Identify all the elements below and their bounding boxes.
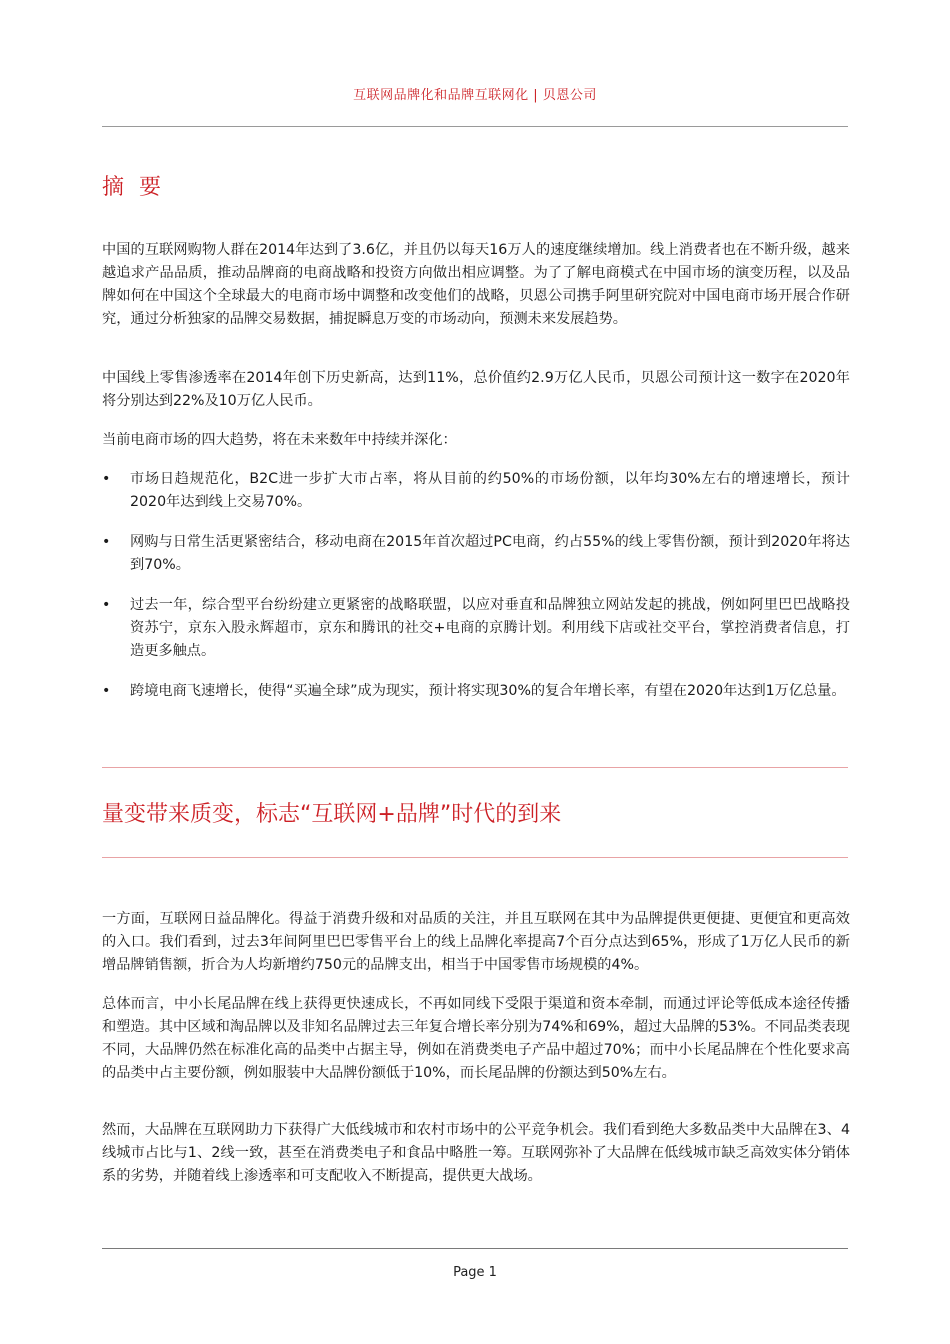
list-item-text: 过去一年，综合型平台纷纷建立更紧密的战略联盟，以应对垂直和品牌独立网站发起的挑战，例如阿里巴巴战略投资苏宁，京东入股永辉超市，京东和腾讯的社交+电商的京腾计划。利用线下店或社交平台，掌控消费者信息，打造更多触点。 — [130, 597, 850, 659]
section-divider-top — [102, 767, 848, 768]
section2-paragraph-2: 总体而言，中小长尾品牌在线上获得更快速成长，不再如同线下受限于渠道和资本牵制，而通过评论等低成本途径传播和塑造。其中区域和淘品牌以及非知名品牌过去三年复合增长率分别为74%和69%，超过大品牌的53%。不同品类表现不同，大品牌仍然在标准化高的品类中占据主导，例如在消费类电子产品中超过70%；而中小长尾品牌在个性化要求高的品类中占主要份额，例如服装中大品牌份额低于10%，而长尾品牌的份额达到50%左右。 — [102, 996, 850, 1081]
section2-heading: 量变带来质变，标志“互联网+品牌”时代的到来 — [102, 802, 562, 827]
summary-paragraph-1: 中国的互联网购物人群在2014年达到了3.6亿，并且仍以每天16万人的速度继续增加。线上消费者也在不断升级，越来越追求产品品质，推动品牌商的电商战略和投资方向做出相应调整。为了了解电商模式在中国市场的演变历程，以及品牌如何在中国这个全球最大的电商市场中调整和改变他们的战略，贝恩公司携手阿里研究院对中国电商市场开展合作研究，通过分析独家的品牌交易数据，捕捉瞬息万变的市场动向，预测未来发展趋势。 — [102, 242, 850, 327]
header-divider — [102, 126, 848, 127]
list-item — [102, 468, 850, 514]
footer-divider — [102, 1248, 848, 1249]
summary-paragraph-3: 当前电商市场的四大趋势，将在未来数年中持续并深化： — [102, 432, 457, 448]
summary-heading: 摘 要 — [102, 175, 165, 200]
section-divider-bottom — [102, 857, 848, 858]
bullet-marker: • — [102, 534, 111, 550]
list-item-text: 跨境电商飞速增长，使得“买遍全球”成为现实，预计将实现30%的复合年增长率，有望在2020年达到1万亿总量。 — [130, 683, 846, 699]
bullet-marker: • — [102, 471, 111, 487]
list-item-text: 网购与日常生活更紧密结合，移动电商在2015年首次超过PC电商，约占55%的线上零售份额，预计到2020年将达到70%。 — [130, 534, 850, 573]
list-item — [102, 594, 850, 663]
section2-paragraph-1: 一方面，互联网日益品牌化。得益于消费升级和对品质的关注，并且互联网在其中为品牌提供更便捷、更便宜和更高效的入口。我们看到，过去3年间阿里巴巴零售平台上的线上品牌化率提高7个百分点达到65%，形成了1万亿人民币的新增品牌销售额，折合为人均新增约750元的品牌支出，相当于中国零售市场规模的4%。 — [102, 911, 850, 973]
list-item-text: 市场日趋规范化，B2C进一步扩大市占率，将从目前的约50%的市场份额，以年均30%左右的增速增长，预计2020年达到线上交易70%。 — [130, 471, 850, 510]
page-number: Page 1 — [453, 1265, 497, 1280]
bullet-marker: • — [102, 683, 111, 699]
bullet-marker: • — [102, 597, 111, 613]
summary-paragraph-2: 中国线上零售渗透率在2014年创下历史新高，达到11%，总价值约2.9万亿人民币，贝恩公司预计这一数字在2020年将分别达到22%及10万亿人民币。 — [102, 370, 850, 409]
list-item — [102, 680, 850, 703]
list-item — [102, 531, 850, 577]
section2-paragraph-3: 然而，大品牌在互联网助力下获得广大低线城市和农村市场中的公平竞争机会。我们看到绝大多数品类中大品牌在3、4线城市占比与1、2线一致，甚至在消费类电子和食品中略胜一筹。互联网弥补了大品牌在低线城市缺乏高效实体分销体系的劣势，并随着线上渗透率和可支配收入不断提高，提供更大战场。 — [102, 1122, 850, 1184]
page-header-title: 互联网品牌化和品牌互联网化 | 贝恩公司 — [353, 88, 597, 103]
